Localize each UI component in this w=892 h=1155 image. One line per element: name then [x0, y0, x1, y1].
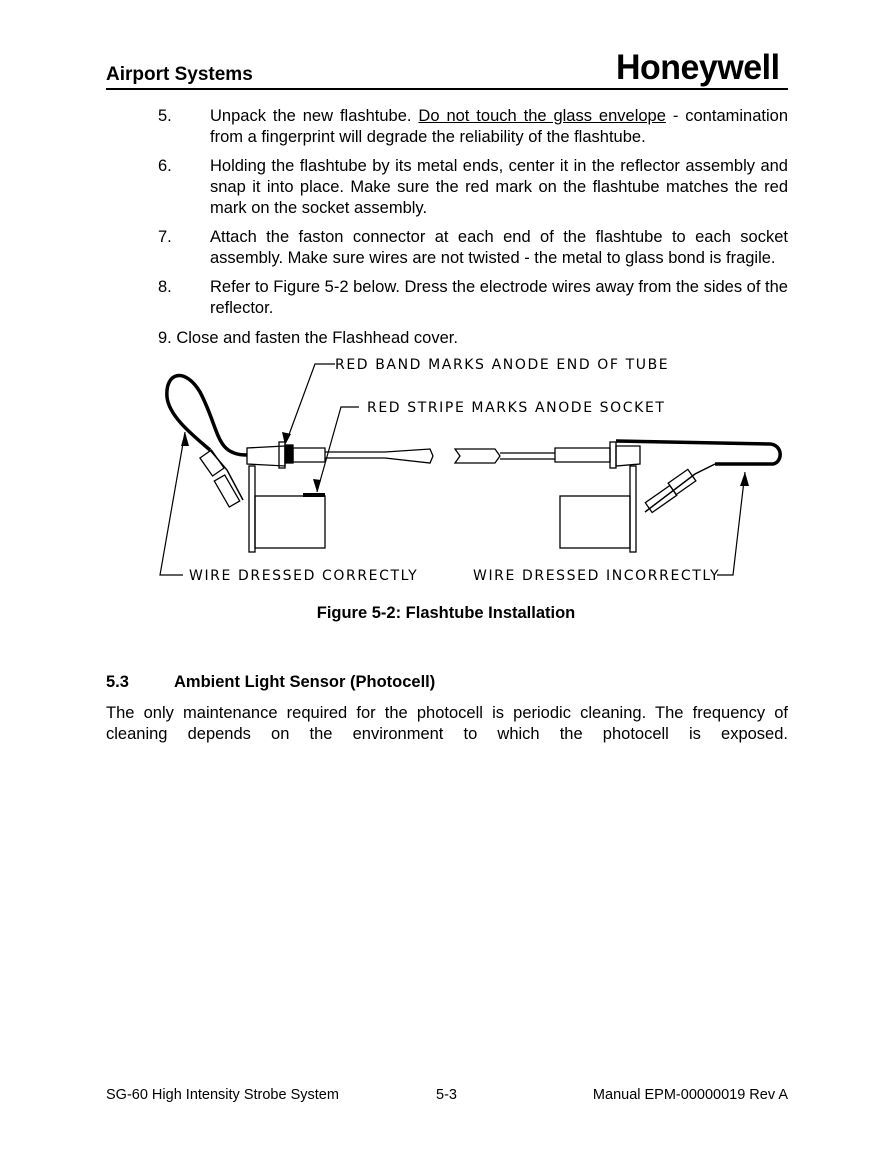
label-wire-incorrect: WIRE DRESSED INCORRECTLY [473, 568, 721, 584]
step-text [210, 106, 788, 148]
section-paragraph: The only maintenance required for the photocell is periodic cleaning. The frequency of cleaning depends on the environment to which the photocell is exposed. [106, 704, 788, 743]
leader-red-stripe [317, 407, 359, 492]
right-socket-clip [616, 446, 640, 466]
left-connector-2 [214, 475, 239, 507]
honeywell-logo: Honeywell [616, 48, 780, 87]
step-text-pre: Unpack the new flashtube. [210, 107, 419, 125]
step-9: 9. Close and fasten the Flashhead cover. [158, 329, 458, 347]
right-socket-cap [610, 442, 616, 468]
header-section-title: Airport Systems [106, 64, 253, 85]
left-tube-glass [325, 449, 433, 463]
figure-caption: Figure 5-2: Flashtube Installation [316, 604, 576, 622]
left-bracket [249, 466, 255, 552]
leader-red-band [287, 364, 335, 440]
right-wire-lead [645, 464, 715, 512]
right-tube-glass [500, 453, 555, 459]
step-text-post: - contamination from a fingerprint will degrade the reliability of the flashtube. [210, 107, 788, 146]
left-wire-correct [167, 376, 247, 455]
step-text: Refer to Figure 5-2 below. Dress the electrode wires away from the sides of the reflector. [210, 278, 788, 317]
label-red-band: RED BAND MARKS ANODE END OF TUBE [335, 357, 670, 373]
label-wire-correct: WIRE DRESSED CORRECTLY [189, 568, 419, 584]
arrowhead-red-band [282, 432, 291, 445]
leader-incorrect [717, 472, 745, 575]
right-reflector-block [560, 496, 630, 548]
footer-page-number: 5-3 [436, 1087, 457, 1103]
step-text-underlined: Do not touch the glass envelope [418, 107, 666, 125]
right-tube-glass-end [455, 449, 500, 463]
step-8 [158, 277, 788, 319]
step-5 [158, 106, 788, 148]
arrowhead-red-stripe [313, 479, 321, 492]
arrowhead-incorrect [740, 472, 749, 486]
step-number: 7. [158, 228, 172, 246]
arrowhead-correct [181, 432, 189, 446]
right-tube-metal-end [555, 448, 610, 462]
footer-left: SG-60 High Intensity Strobe System [106, 1087, 339, 1103]
label-red-stripe: RED STRIPE MARKS ANODE SOCKET [367, 400, 666, 416]
step-number: 6. [158, 157, 172, 175]
left-connector [200, 450, 224, 476]
right-bracket [630, 466, 636, 552]
flashtube-installation-diagram [155, 352, 795, 592]
step-6 [158, 156, 788, 219]
section-title: Ambient Light Sensor (Photocell) [174, 673, 436, 691]
leader-correct [160, 432, 185, 575]
step-number: 5. [158, 107, 172, 125]
left-reflector-block [255, 496, 325, 548]
step-7 [158, 227, 788, 269]
section-number: 5.3 [106, 673, 129, 691]
red-band-mark [285, 445, 293, 463]
header-rule [106, 88, 788, 90]
step-number: 8. [158, 278, 172, 296]
step-text: Holding the flashtube by its metal ends, center it in the reflector assembly and snap it into place. Make sure the red mark on the flashtube matches the red mark on the socket assembly. [210, 157, 788, 217]
footer-right: Manual EPM-00000019 Rev A [592, 1087, 788, 1103]
left-tube-metal-end [293, 448, 325, 462]
step-text: Attach the faston connector at each end of the flashtube to each socket assembly. Make sure wires are not twisted - the metal to glass bond is fragile. [210, 228, 788, 267]
